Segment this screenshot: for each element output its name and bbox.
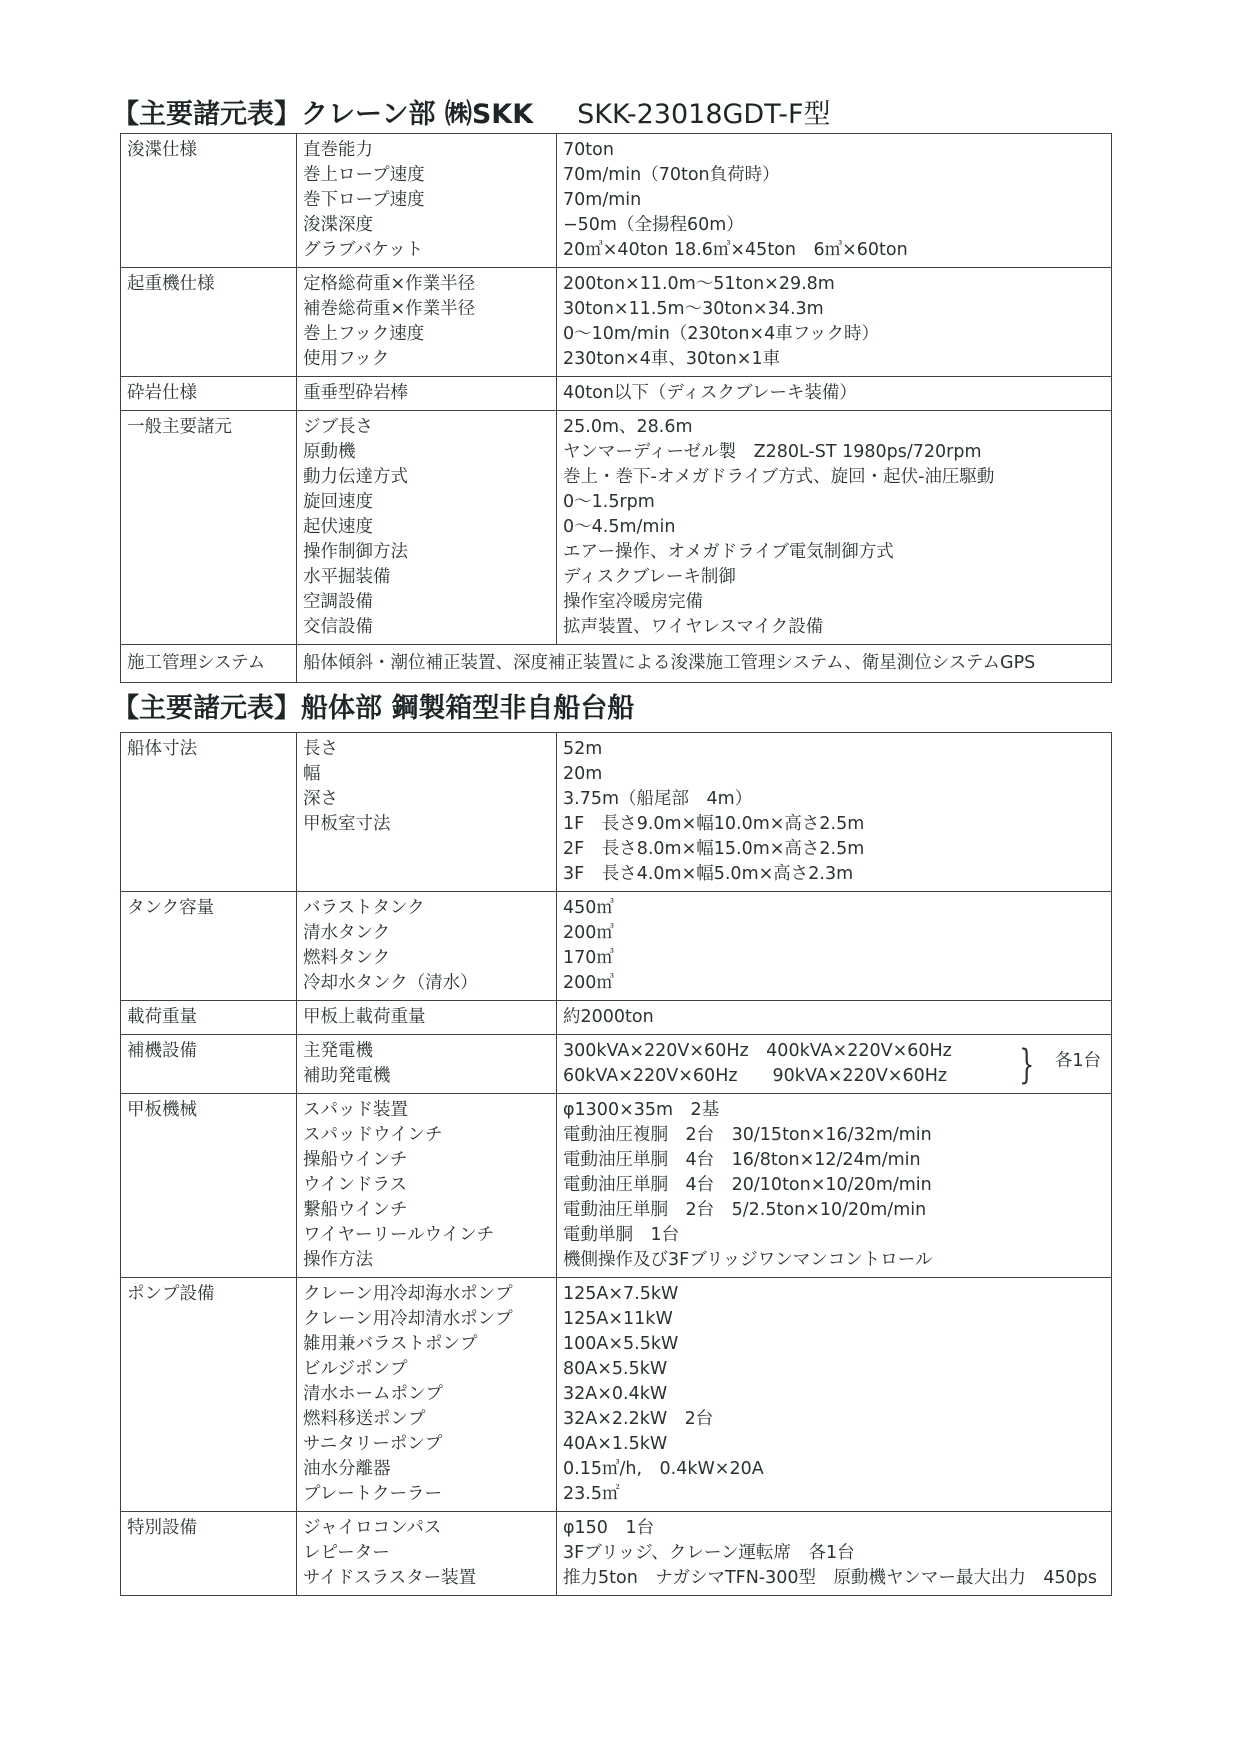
value-cell bbox=[557, 1512, 1112, 1596]
item-label: 起伏速度 bbox=[303, 517, 373, 537]
value-text: 200ton×11.0m〜51ton×29.8m bbox=[563, 274, 835, 294]
crane-spec-table bbox=[120, 133, 1112, 683]
item-label: 巻上ロープ速度 bbox=[303, 165, 425, 185]
value-text: 0〜4.5m/min bbox=[563, 517, 676, 537]
item-label: 甲板上載荷重量 bbox=[303, 1007, 426, 1027]
item-cell bbox=[297, 892, 557, 1001]
value-text: 25.0m、28.6m bbox=[563, 417, 693, 437]
value-text: 0.15㎥/h, 0.4kW×20A bbox=[563, 1459, 764, 1479]
item-label: サイドスラスター装置 bbox=[303, 1568, 477, 1588]
value-cell bbox=[557, 268, 1112, 377]
value-cell bbox=[557, 733, 1112, 892]
value-text: 125A×11kW bbox=[563, 1309, 673, 1329]
table-row bbox=[121, 1035, 1112, 1094]
value-text: エアー操作、オメガドライブ電気制御方式 bbox=[563, 542, 894, 562]
value-text: 約2000ton bbox=[563, 1007, 654, 1027]
value-text: 100A×5.5kW bbox=[563, 1334, 679, 1354]
value-text: 70m/min（70ton負荷時） bbox=[563, 165, 780, 185]
item-label: 雑用兼バラストポンプ bbox=[303, 1334, 478, 1354]
value-text: 電動油圧複胴 2台 30/15ton×16/32m/min bbox=[563, 1125, 932, 1145]
item-cell bbox=[297, 1094, 557, 1278]
item-label: 操船ウインチ bbox=[303, 1150, 408, 1170]
value-text: ディスクブレーキ制御 bbox=[563, 567, 736, 587]
value-text: 52m bbox=[563, 739, 603, 759]
crane-spec-title bbox=[112, 92, 831, 131]
item-label: 水平掘装備 bbox=[303, 567, 391, 587]
value-text: 2F 長さ8.0m×幅15.0m×高さ2.5m bbox=[563, 839, 865, 859]
value-text: φ1300×35m 2基 bbox=[563, 1100, 720, 1120]
item-label: グラブバケット bbox=[303, 240, 424, 260]
value-text: 200㎥ bbox=[563, 923, 614, 943]
item-label: 油水分離器 bbox=[303, 1459, 391, 1479]
item-label: 浚渫深度 bbox=[303, 215, 373, 235]
category-cell: 浚渫仕様 bbox=[121, 134, 297, 268]
value-cell bbox=[557, 1035, 1112, 1094]
table-row bbox=[121, 1094, 1112, 1278]
category-cell: ポンプ設備 bbox=[121, 1278, 297, 1512]
value-text: 20m bbox=[563, 764, 603, 784]
item-label: 巻上フック速度 bbox=[303, 324, 425, 344]
item-label: 甲板室寸法 bbox=[303, 814, 391, 834]
item-label: 深さ bbox=[303, 789, 338, 809]
value-text: −50m（全揚程60m） bbox=[563, 215, 744, 235]
item-label: 長さ bbox=[303, 739, 338, 759]
value-text: 170㎥ bbox=[563, 948, 614, 968]
table-row bbox=[121, 377, 1112, 411]
value-text: 32A×0.4kW bbox=[563, 1384, 668, 1404]
item-label: 燃料タンク bbox=[303, 948, 391, 968]
table-row bbox=[121, 411, 1112, 645]
crane-title-main: クレーン部 ㈱SKK bbox=[301, 99, 534, 130]
table-row bbox=[121, 1512, 1112, 1596]
item-label: 巻下ロープ速度 bbox=[303, 190, 425, 210]
value-text: 450㎥ bbox=[563, 898, 614, 918]
category-cell: 船体寸法 bbox=[121, 733, 297, 892]
value-text: 1F 長さ9.0m×幅10.0m×高さ2.5m bbox=[563, 814, 865, 834]
table-row bbox=[121, 645, 1112, 683]
item-cell bbox=[297, 1512, 557, 1596]
hull-spec-table bbox=[120, 732, 1112, 1596]
generator-count-note: 各1台 bbox=[1054, 1051, 1101, 1071]
value-text: 機側操作及び3Fブリッジワンマンコントロール bbox=[563, 1250, 933, 1270]
value-text: 電動単胴 1台 bbox=[563, 1225, 680, 1245]
value-text: 30ton×11.5m〜30ton×34.3m bbox=[563, 299, 824, 319]
item-label: バラストタンク bbox=[303, 898, 425, 918]
table-row bbox=[121, 268, 1112, 377]
hull-title-prefix: 【主要諸元表】 bbox=[112, 693, 301, 724]
hull-title-main: 船体部 鋼製箱型非自船台船 bbox=[301, 693, 635, 724]
value-text: 60kVA×220V×60Hz 90kVA×220V×60Hz bbox=[563, 1066, 948, 1086]
item-label: 操作方法 bbox=[303, 1250, 373, 1270]
item-label: 直巻能力 bbox=[303, 140, 373, 160]
value-text: 23.5㎡ bbox=[563, 1484, 620, 1504]
item-cell bbox=[297, 1035, 557, 1094]
value-text: ヤンマーディーゼル製 Z280L-ST 1980ps/720rpm bbox=[563, 442, 982, 462]
value-text: φ150 1台 bbox=[563, 1518, 655, 1538]
value-cell bbox=[557, 1001, 1112, 1035]
category-cell: 載荷重量 bbox=[121, 1001, 297, 1035]
category-cell: 砕岩仕様 bbox=[121, 377, 297, 411]
item-label: 冷却水タンク（清水） bbox=[303, 973, 478, 993]
item-label: ジブ長さ bbox=[303, 417, 373, 437]
value-cell bbox=[557, 377, 1112, 411]
item-label: 補助発電機 bbox=[303, 1066, 391, 1086]
category-cell: 一般主要諸元 bbox=[121, 411, 297, 645]
crane-title-prefix: 【主要諸元表】 bbox=[112, 99, 301, 130]
item-cell bbox=[297, 377, 557, 411]
category-cell: 甲板機械 bbox=[121, 1094, 297, 1278]
item-cell bbox=[297, 411, 557, 645]
item-label: 重垂型砕岩棒 bbox=[303, 383, 408, 403]
value-text: 80A×5.5kW bbox=[563, 1359, 668, 1379]
value-text: 0〜1.5rpm bbox=[563, 492, 655, 512]
item-label: ジャイロコンパス bbox=[303, 1518, 442, 1538]
value-text: 230ton×4車、30ton×1車 bbox=[563, 349, 781, 369]
item-label: スパッド装置 bbox=[303, 1100, 408, 1120]
value-text: 32A×2.2kW 2台 bbox=[563, 1409, 714, 1429]
value-text: 電動油圧単胴 4台 16/8ton×12/24m/min bbox=[563, 1150, 921, 1170]
item-cell bbox=[297, 268, 557, 377]
category-cell: タンク容量 bbox=[121, 892, 297, 1001]
value-text: 電動油圧単胴 4台 20/10ton×10/20m/min bbox=[563, 1175, 932, 1195]
item-label: 幅 bbox=[303, 764, 321, 784]
value-text: 40A×1.5kW bbox=[563, 1434, 668, 1454]
item-label: 旋回速度 bbox=[303, 492, 373, 512]
value-cell bbox=[557, 1094, 1112, 1278]
item-label: 空調設備 bbox=[303, 592, 373, 612]
hull-spec-title bbox=[112, 686, 634, 725]
item-label: 動力伝達方式 bbox=[303, 467, 408, 487]
item-label: 補巻総荷重×作業半径 bbox=[303, 299, 476, 319]
value-text: 200㎥ bbox=[563, 973, 614, 993]
item-cell bbox=[297, 1278, 557, 1512]
value-cell bbox=[557, 1278, 1112, 1512]
item-label: 燃料移送ポンプ bbox=[303, 1409, 426, 1429]
item-cell bbox=[297, 1001, 557, 1035]
item-label: クレーン用冷却海水ポンプ bbox=[303, 1284, 513, 1304]
value-text: 拡声装置、ワイヤレスマイク設備 bbox=[563, 617, 824, 637]
table-row bbox=[121, 1278, 1112, 1512]
value-text: 70m/min bbox=[563, 190, 642, 210]
table-row bbox=[121, 1001, 1112, 1035]
category-cell: 起重機仕様 bbox=[121, 268, 297, 377]
item-cell bbox=[297, 134, 557, 268]
item-label: 繋船ウインチ bbox=[303, 1200, 408, 1220]
item-label: クレーン用冷却清水ポンプ bbox=[303, 1309, 513, 1329]
brace-mark: } bbox=[1018, 1042, 1034, 1088]
item-label: レピーター bbox=[303, 1543, 390, 1563]
value-text: 巻上・巻下-オメガドライブ方式、旋回・起伏-油圧駆動 bbox=[563, 467, 995, 487]
value-text: 推力5ton ナガシマTFN-300型 原動機ヤンマー最大出力 450ps bbox=[563, 1568, 1097, 1588]
value-text: 20㎥×40ton 18.6㎥×45ton 6㎥×60ton bbox=[563, 240, 908, 260]
value-text: 3Fブリッジ、クレーン運転席 各1台 bbox=[563, 1543, 855, 1563]
value-text: 0〜10m/min（230ton×4車フック時） bbox=[563, 324, 879, 344]
table-row bbox=[121, 733, 1112, 892]
item-label: 定格総荷重×作業半径 bbox=[303, 274, 476, 294]
item-label: スパッドウインチ bbox=[303, 1125, 443, 1145]
value-text: 3.75m（船尾部 4m） bbox=[563, 789, 753, 809]
value-text: 操作室冷暖房完備 bbox=[563, 592, 703, 612]
value-text: 電動油圧単胴 2台 5/2.5ton×10/20m/min bbox=[563, 1200, 927, 1220]
item-label: 原動機 bbox=[303, 442, 356, 462]
category-cell: 特別設備 bbox=[121, 1512, 297, 1596]
value-text: 40ton以下（ディスクブレーキ装備） bbox=[563, 383, 857, 403]
item-label: ワイヤーリールウインチ bbox=[303, 1225, 495, 1245]
system-description: 船体傾斜・潮位補正装置、深度補正装置による浚渫施工管理システム、衛星測位システムGPS bbox=[297, 645, 1112, 683]
value-text: 300kVA×220V×60Hz 400kVA×220V×60Hz bbox=[563, 1041, 952, 1061]
table-row bbox=[121, 892, 1112, 1001]
value-cell bbox=[557, 892, 1112, 1001]
item-cell bbox=[297, 733, 557, 892]
table-row bbox=[121, 134, 1112, 268]
value-cell bbox=[557, 134, 1112, 268]
category-cell: 補機設備 bbox=[121, 1035, 297, 1094]
value-text: 125A×7.5kW bbox=[563, 1284, 679, 1304]
item-label: 使用フック bbox=[303, 349, 390, 369]
crane-title-model: SKK-23018GDT-F型 bbox=[577, 99, 831, 130]
item-label: ウインドラス bbox=[303, 1175, 407, 1195]
item-label: プレートクーラー bbox=[303, 1484, 442, 1504]
value-text: 70ton bbox=[563, 140, 614, 160]
item-label: 清水タンク bbox=[303, 923, 391, 943]
item-label: ビルジポンプ bbox=[303, 1359, 408, 1379]
item-label: 交信設備 bbox=[303, 617, 373, 637]
item-label: 主発電機 bbox=[303, 1041, 373, 1061]
item-label: 清水ホームポンプ bbox=[303, 1384, 443, 1404]
item-label: 操作制御方法 bbox=[303, 542, 408, 562]
item-label: サニタリーポンプ bbox=[303, 1434, 443, 1454]
value-text: 3F 長さ4.0m×幅5.0m×高さ2.3m bbox=[563, 864, 854, 884]
value-cell bbox=[557, 411, 1112, 645]
category-cell: 施工管理システム bbox=[121, 645, 297, 683]
